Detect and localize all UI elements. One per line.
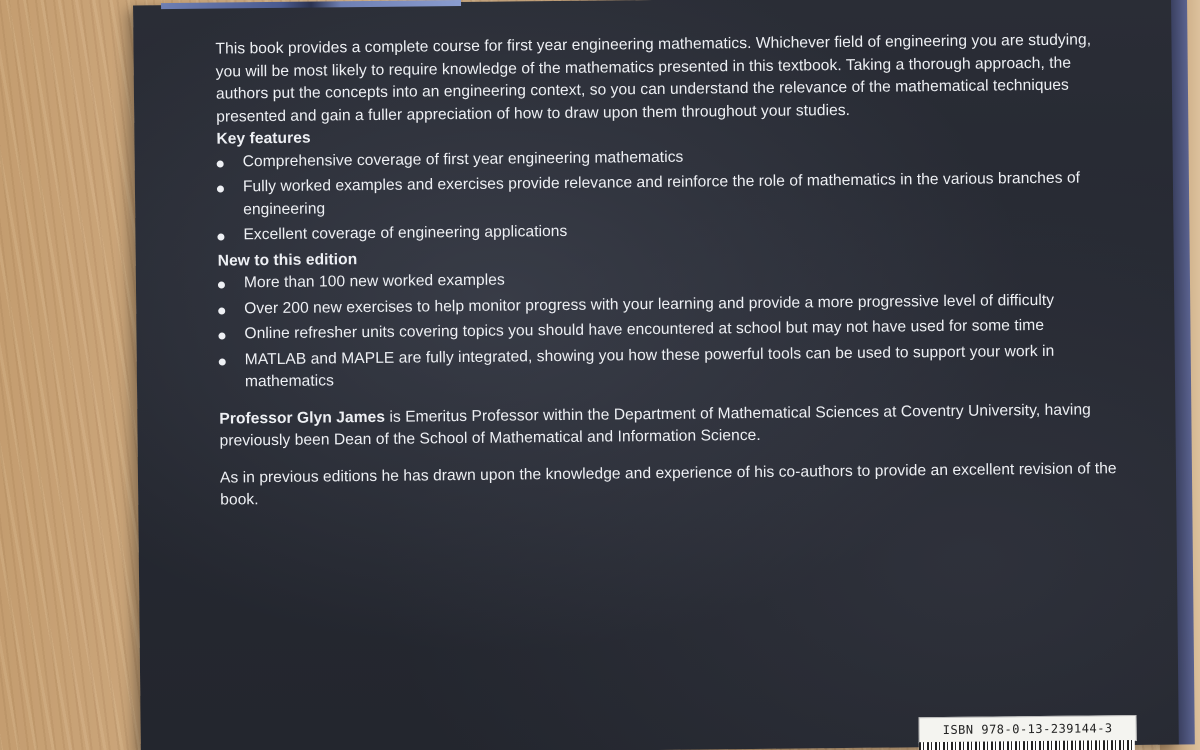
intro-paragraph: This book provides a complete course for first year engineering mathematics. Whichever field of engineering you are studying, you will be most likely to require knowledge of the mathematics presented in this textbook. Taking a thorough approach, the authors put the concepts into an engineering context, so you can understand the relevance of the mathematical techniques presented and gain a fuller appreciation of how to draw upon them throughout your studies. — [215, 31, 1092, 126]
list-item: Excellent coverage of engineering applications — [217, 215, 1117, 247]
key-features-heading: Key features — [216, 129, 311, 148]
new-edition-heading: New to this edition — [217, 250, 358, 270]
bullet-icon — [218, 307, 225, 314]
list-item: Fully worked examples and exercises provide relevance and reinforce the role of mathematics in the various branches of engineering — [217, 167, 1117, 221]
list-item: Over 200 new exercises to help monitor progress with your learning and provide a more progressive level of difficulty — [218, 289, 1118, 321]
isbn-label: ISBN 978-0-13-239144-3 — [919, 715, 1137, 743]
bullet-icon — [217, 234, 224, 241]
list-item: Comprehensive coverage of first year engineering mathematics — [217, 142, 1117, 174]
closing-paragraph: As in previous editions he has drawn upon the knowledge and experience of his co-authors to provide an excellent revision of the book. — [219, 459, 1117, 509]
author-name: Professor Glyn James — [219, 408, 386, 428]
list-item: Online refresher units covering topics you should have encountered at school but may not have used for some time — [218, 314, 1118, 346]
new-edition-list — [218, 263, 1119, 394]
bullet-icon — [218, 332, 225, 339]
list-item: MATLAB and MAPLE are fully integrated, showing you how these powerful tools can be used to support your work in mathematics — [219, 340, 1119, 394]
bullet-icon — [217, 186, 224, 193]
list-item: More than 100 new worked examples — [218, 263, 1118, 295]
bullet-icon — [218, 281, 225, 288]
book-back-cover — [133, 0, 1181, 750]
author-paragraph — [219, 399, 1119, 453]
cover-art-strip — [161, 0, 461, 9]
author-bio: is Emeritus Professor within the Department of Mathematical Sciences at Coventry University, having previously been Dean of the School of Mathematical and Information Science. — [219, 400, 1091, 450]
key-features-list — [217, 142, 1118, 247]
bullet-icon — [219, 358, 226, 365]
barcode — [919, 740, 1135, 750]
bullet-icon — [217, 160, 224, 167]
blurb-text-block — [215, 29, 1120, 512]
